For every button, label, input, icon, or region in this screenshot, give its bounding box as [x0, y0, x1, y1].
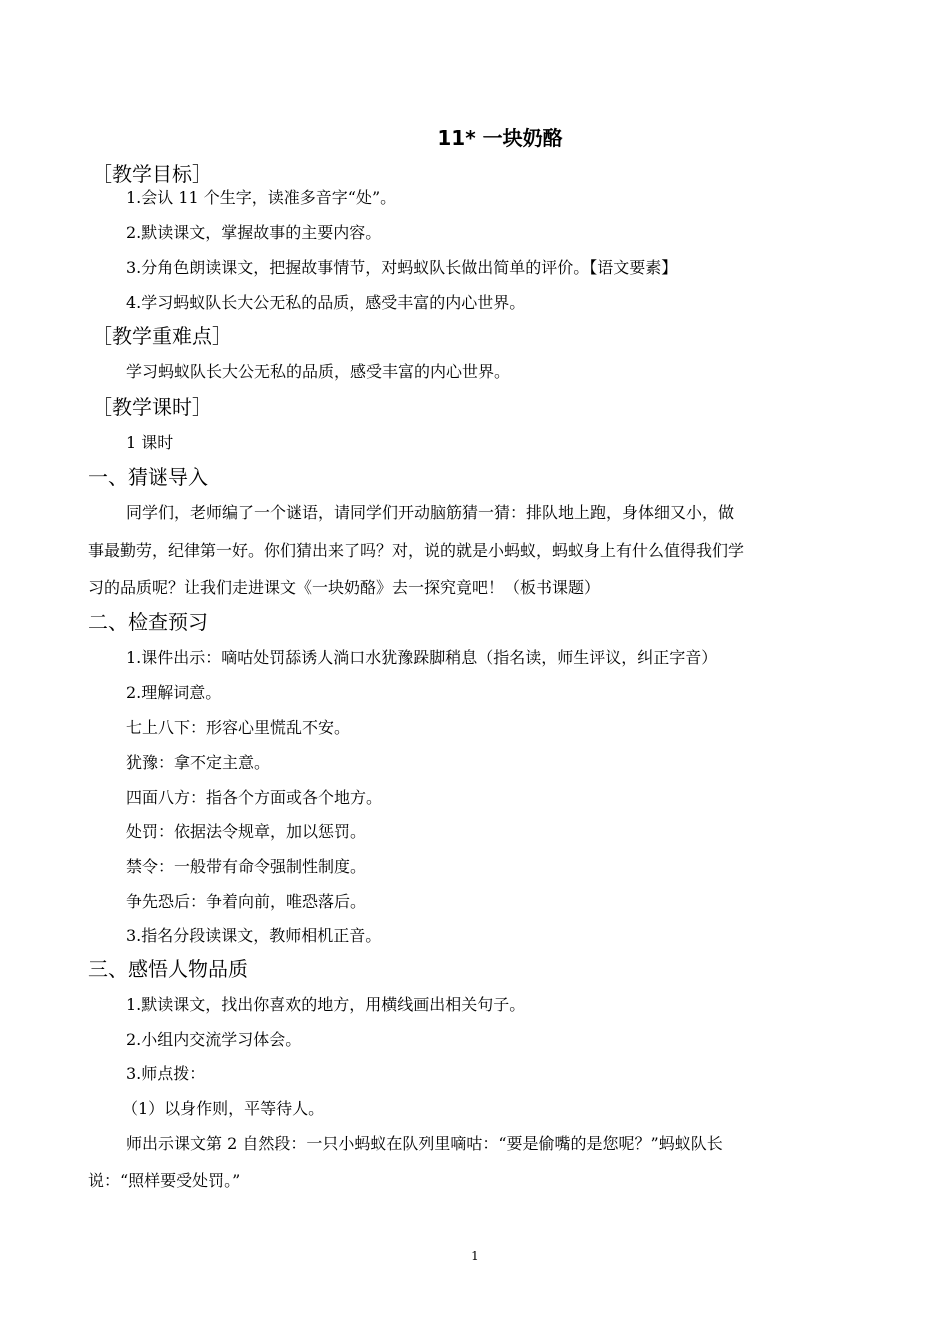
definition-line: 争先恐后：争着向前，唯恐落后。: [126, 892, 367, 911]
page-number: 1: [471, 1249, 479, 1263]
definition-line: 犹豫：拿不定主意。: [126, 753, 271, 772]
key-points-text: 学习蚂蚁队长大公无私的品质，感受丰富的内心世界。: [126, 362, 511, 381]
paragraph-line: 说：“照样要受处罚。”: [88, 1171, 241, 1190]
paragraph-line: 师出示课文第 2 自然段：一只小蚂蚁在队列里嘀咕：“要是偷嘴的是您呢？”蚂蚁队长: [126, 1134, 723, 1153]
goal-item: 4.学习蚂蚁队长大公无私的品质，感受丰富的内心世界。: [126, 293, 526, 312]
goal-item: 2.默读课文，掌握故事的主要内容。: [126, 223, 382, 242]
paragraph-line: 3.师点拨：: [126, 1064, 206, 1083]
goal-item: 1.会认 11 个生字，读准多音字“处”。: [126, 188, 397, 207]
class-hours-text: 1 课时: [126, 433, 174, 452]
paragraph-line: 1.默读课文，找出你喜欢的地方，用横线画出相关句子。: [126, 995, 526, 1014]
heading-class-hours: ［教学课时］: [92, 395, 212, 419]
heading-part-1: 一、猜谜导入: [88, 465, 208, 489]
definition-line: 四面八方：指各个方面或各个地方。: [126, 788, 383, 807]
paragraph-line: 事最勤劳，纪律第一好。你们猜出来了吗？对，说的就是小蚂蚁，蚂蚁身上有什么值得我们学: [88, 541, 745, 560]
paragraph-line: 习的品质呢？让我们走进课文《一块奶酪》去一探究竟吧！（板书课题）: [88, 578, 601, 597]
paragraph-line: （1）以身作则，平等待人。: [122, 1099, 325, 1118]
paragraph-line: 2.理解词意。: [126, 683, 222, 702]
heading-part-3: 三、感悟人物品质: [88, 957, 248, 981]
heading-part-2: 二、检查预习: [88, 610, 208, 634]
definition-line: 七上八下：形容心里慌乱不安。: [126, 718, 351, 737]
heading-key-points: ［教学重难点］: [92, 324, 232, 348]
document-title: 11* 一块奶酪: [437, 126, 563, 150]
definition-line: 禁令：一般带有命令强制性制度。: [126, 857, 367, 876]
paragraph-line: 1.课件出示：嘀咕处罚舔诱人淌口水犹豫跺脚稍息（指名读，师生评议，纠正字音）: [126, 648, 718, 667]
definition-line: 处罚：依据法令规章，加以惩罚。: [126, 822, 367, 841]
paragraph-line: 2.小组内交流学习体会。: [126, 1030, 302, 1049]
heading-teaching-goals: ［教学目标］: [92, 162, 212, 186]
paragraph-line: 同学们，老师编了一个谜语，请同学们开动脑筋猜一猜：排队地上跑，身体细又小，做: [126, 503, 735, 522]
paragraph-line: 3.指名分段读课文，教师相机正音。: [126, 926, 382, 945]
goal-item: 3.分角色朗读课文，把握故事情节，对蚂蚁队长做出简单的评价。【语文要素】: [126, 258, 678, 277]
